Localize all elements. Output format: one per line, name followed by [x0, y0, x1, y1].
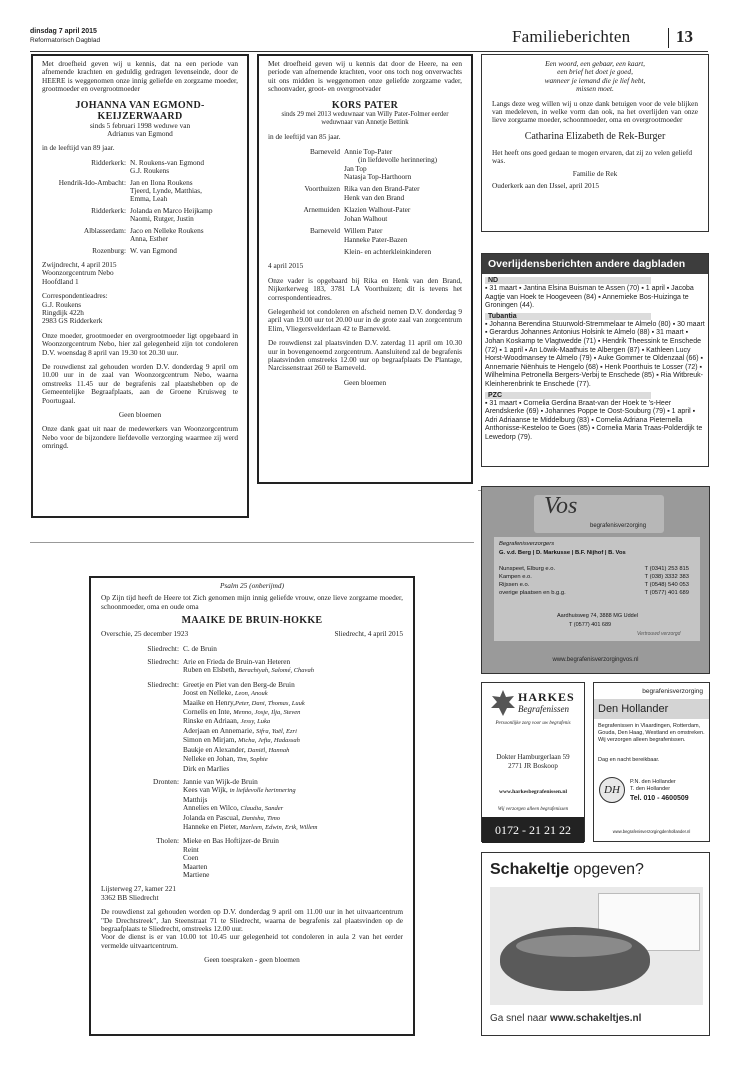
egmond-family-name: Emma, Leah [130, 194, 168, 204]
egmond-family-names [130, 159, 204, 176]
bruin-family-name-children: Danisha, Timo [241, 814, 281, 822]
hollander-availability: Dag en nacht bereikbaar. [598, 757, 660, 763]
schakeltje-title-rest: opgeven? [573, 861, 644, 878]
egmond-family-place: Ridderkerk: [91, 157, 126, 167]
vos-address: Aardhuisweg 74, 3888 MG Uddel [557, 613, 639, 619]
burger-poem-line: wanneer je iemand die je lief hebt, [544, 75, 646, 85]
hollander-name: Den Hollander [594, 699, 709, 719]
overl-source-nd: ND [485, 277, 651, 284]
vos-logo: Vos [544, 493, 578, 519]
pater-family-names [344, 206, 410, 223]
hollander-person1: P.N. den Hollander [630, 779, 676, 785]
egmond-family-place: Rozenburg: [92, 245, 126, 255]
pater-family-list [268, 148, 462, 244]
hollander-phone: Tel. 010 - 4600509 [630, 795, 689, 802]
bruin-family-name [183, 823, 317, 832]
schakeltje-footer-text: Ga snel naar [490, 1013, 551, 1024]
section-title: Familieberichten [512, 27, 631, 46]
burger-poem [492, 60, 698, 94]
pater-family-group [268, 148, 462, 182]
egmond-family-name: N. Roukens-van Egmond [130, 157, 204, 167]
bruin-family-name-main: Joost en Nelleke, [183, 688, 235, 698]
egmond-viewing: Onze moeder, grootmoeder en overgrootmoeder ligt opgebaard in Woonzorgcentrum Nebo, hier zal gelegenheid zijn tot condoleren D.V. woensdag 8 april van 19.30 tot 20.30 uur. [42, 330, 238, 357]
vos-location-name: Kampen e.o. [499, 574, 532, 580]
bruin-family-names [183, 658, 314, 676]
bruin-family-names [183, 645, 217, 653]
harkes-address-street: Dokter Hamburgerlaan 59 [496, 753, 570, 761]
egmond-addr-line: Woonzorgcentrum Nebo [42, 268, 114, 278]
page-number: 13 [676, 27, 693, 46]
bruin-family-names [183, 681, 305, 773]
harkes-advertisement [481, 682, 585, 842]
bruin-family-group [101, 681, 403, 773]
pater-family-place: Voorthuizen [304, 184, 340, 194]
overl-source-tubantia: Tubantia [485, 313, 651, 320]
bruin-family-name-main: Arie en Frieda de Bruin-van Heteren [183, 657, 291, 667]
egmond-widow-line2: Adrianus van Egmond [107, 129, 173, 139]
hollander-person2: T. den Hollander [630, 786, 671, 792]
section-divider [30, 542, 474, 543]
vos-location-row [499, 565, 689, 573]
egmond-corr-line: 2983 GS Ridderkerk [42, 316, 103, 326]
burger-thanks: Langs deze weg willen wij u onze dank betuigen voor de vele blijken van medeleven, in welke vorm dan ook, na het overlijden van onze lieve zorgzame moeder, schoonmoeder, oma en overgrootmoeder [492, 98, 698, 125]
pater-family-names [344, 185, 420, 202]
obituary-van-egmond [31, 54, 249, 518]
pater-family-name: (in liefdevolle herinnering) [358, 155, 438, 165]
egmond-name-line1: JOHANNA VAN EGMOND- [75, 99, 205, 111]
vos-location-name: Rijssen e.o. [499, 582, 530, 588]
header-separator [668, 28, 669, 48]
bruin-address-line: Lijsterweg 27, kamer 221 [101, 884, 176, 894]
bruin-family-name-main: Aderjaan en Annemarie, [183, 725, 256, 735]
burger-signature: Familie de Rek [572, 168, 618, 178]
bruin-no-speeches-flowers: Geen toespraken - geen bloemen [204, 955, 300, 965]
egmond-family-names [130, 179, 202, 204]
egmond-service: De rouwdienst zal gehouden worden D.V. donderdag 9 april om 10.00 uur in de zaal van Woonzorgcentrum Nebo, waarna omstreeks 11.45 uur de begrafenis zal plaatshebben op de Gemeentelijke Begraafplaats, aan de Groene Kruisweg te Poortugaal. [42, 361, 238, 405]
vos-location-row [499, 589, 689, 597]
hollander-text: Begrafenissen in Vlaardingen, Rotterdam, Gouda, Den Haag, Westland en omstreken. Wij verzorgen alleen begrafenissen. [598, 723, 705, 743]
bruin-family-name-main: Nelleke en Johan, [183, 754, 237, 764]
bruin-family-name-children: Marleen, Edwin, Erik, Willem [239, 823, 318, 831]
bruin-family-group [101, 645, 403, 653]
vos-locations [499, 565, 689, 597]
pater-family-name: Rika van den Brand-Pater [344, 184, 420, 194]
harkes-leaf-icon [490, 689, 516, 717]
header-paper-name: Reformatorisch Dagblad [30, 37, 101, 44]
egmond-family-name: Anna, Esther [130, 234, 169, 244]
bruin-family-name-children: Sifra, Yaël, Ezri [255, 727, 297, 735]
pater-family-place: Barneveld [310, 226, 340, 236]
bruin-family-name-children: Peter, Dani, Thomas, Luuk [235, 699, 305, 707]
bruin-family-name-children: Leon, Anouk [234, 690, 268, 698]
pater-family-name: Annie Top-Pater [344, 146, 393, 156]
bruin-family-name [183, 765, 305, 773]
bruin-family-name-main: Baukje en Alexander, [183, 744, 248, 754]
vos-location-phone: T (0577) 401 689 [644, 590, 689, 596]
bruin-intro: Op Zijn tijd heeft de Heere tot Zich genomen mijn innig geliefde vrouw, onze lieve zorgzame moeder, schoonmoeder, oma en oude oma [101, 593, 403, 611]
egmond-family-name: Tjeerd, Lynde, Matthias, [130, 186, 202, 196]
egmond-addr-line: Zwijndrecht, 4 april 2015 [42, 259, 117, 269]
bruin-family-name [183, 666, 314, 675]
hollander-url: www.begrafenisverzorgingdenhollander.nl [612, 829, 691, 834]
bruin-psalm: Psalm 25 (onberijmd) [219, 581, 285, 590]
egmond-family-list [42, 159, 238, 255]
bruin-family-name-main: Rinske en Adriaan, [183, 716, 241, 726]
pater-family-name: Klazien Walhout-Pater [344, 205, 411, 215]
harkes-note: Wij verzorgen alleen begrafenissen [497, 807, 569, 812]
egmond-widow-line1: sinds 5 februari 1998 weduwe van [89, 120, 191, 130]
pater-family-name: Willem Pater [344, 226, 383, 236]
bruin-service: De rouwdienst zal gehouden worden op D.V. donderdag 9 april om 11.00 uur in het uitvaartcentrum "De Drechtstreek", Jan Steenstraat 71 te Sliedrecht, waarna de begrafenis zal plaatsvinden op de begraafplaats te Sliedrecht, omstreeks 12.00 uur. [101, 907, 403, 933]
egmond-thanks: Onze dank gaat uit naar de medewerkers van Woonzorgcentrum Nebo voor de bijzondere liefdevolle verzorging waarmee zij werd omringd. [42, 424, 238, 451]
pater-family-name: Henk van den Brand [344, 192, 405, 202]
bruin-address-line: 3362 BB Sliedrecht [101, 892, 159, 902]
bruin-family-place: Dronten: [153, 776, 179, 786]
burger-text: Het heeft ons goed gedaan te mogen ervaren, dat zij zo velen geliefd was. [492, 147, 692, 166]
vos-location-row [499, 581, 689, 589]
harkes-subtitle: Begrafenissen [518, 704, 569, 714]
burger-name: Catharina Elizabeth de Rek-Burger [524, 130, 666, 142]
bruin-family-group [101, 778, 403, 832]
header-date: dinsdag 7 april 2015 [30, 28, 97, 35]
vos-tagline: begrafenisverzorging [590, 523, 647, 529]
pater-family-names [344, 148, 437, 182]
pater-family-name: Jan Top [344, 163, 367, 173]
pater-intro: Met droefheid geven wij u kennis dat door de Heere, na een periode van afnemende krachten, voor ons toch nog onverwachts uit ons midden is weggenomen onze geliefde zorgzame vader, schoonvader, groot- en overgrootvader [268, 59, 462, 94]
overl-body-nd: ▪ 31 maart ▪ Jantina Elsina Buisman te Assen (70) ▪ 1 april ▪ Jacoba Aagtje van Hoek te Hoogeveen (84) ▪ Annemieke Bos-Huizinga te Groningen (44). [485, 285, 694, 310]
bruin-condolences: Voor de dienst is er van 10.00 tot 10.45 uur gelegenheid tot condoleren in aula 2 van het eerder vermelde uitvaartcentrum. [101, 932, 403, 950]
pater-family-place: Barneveld [310, 146, 340, 156]
egmond-correspondence [42, 292, 238, 326]
egmond-family-names [130, 207, 212, 224]
bruin-family-names [183, 778, 317, 832]
other-newspapers-obituaries [481, 253, 709, 467]
burger-poem-line: Een woord, een gebaar, een kaart, [545, 59, 645, 68]
egmond-family-group [42, 247, 238, 255]
bruin-family-name-main: Annelies en Wilco, [183, 803, 241, 813]
burger-poem-line: missen moet. [576, 84, 614, 94]
egmond-family-group [42, 227, 238, 244]
egmond-family-group [42, 159, 238, 176]
bruin-family-name-main: Jannie van Wijk-de Bruin [183, 776, 258, 786]
overl-body-pzc: ▪ 31 maart ▪ Cornelia Gerdina Braat-van der Hoek te 's-Heer Arendskerke (69) ▪ Johannes Poppe te Oost-Souburg (79) ▪ 1 april ▪ Adri Adriaanse te Middelburg (83) ▪ Cornelia Adriana Pieternella Anthonisse-Kesteloo te Goes (85) ▪ Cornelia Maria Traas-Polderdijk te Lewedorp (79). [485, 399, 703, 441]
obituary-kors-pater [257, 54, 473, 484]
bruin-family-name-children: Jessy, Luka [240, 718, 271, 726]
schakeltje-url[interactable]: www.schakeltjes.nl [550, 1013, 642, 1024]
den-hollander-advertisement [593, 682, 710, 842]
bruin-family-name-main: C. de Bruin [183, 643, 217, 653]
burger-place: Ouderkerk aan den IJssel, april 2015 [492, 181, 599, 191]
bruin-family-name-main: Simon en Mirjam, [183, 735, 239, 745]
bruin-family-names [183, 837, 279, 879]
egmond-family-names [130, 227, 204, 244]
egmond-family-name: Jaco en Nelleke Roukens [130, 225, 204, 235]
pater-family-group [268, 185, 462, 202]
bruin-family-name-main: Martiene [183, 869, 210, 879]
bruin-family-list [101, 645, 403, 880]
egmond-family-name: Jolanda en Marco Heijkamp [130, 205, 213, 215]
egmond-corr-line: Correspondentieadres: [42, 291, 108, 301]
egmond-corr-line: G.J. Roukens [42, 299, 82, 309]
bruin-family-name [183, 645, 217, 653]
egmond-name-line2: KEIJZERWAARD [97, 110, 183, 122]
harkes-address-city: 2771 JR Boskoop [508, 762, 558, 770]
vos-phone: T (0577) 401 689 [569, 622, 612, 628]
bruin-family-name-main: Cornelis en Inte, [183, 707, 234, 717]
egmond-family-name: G.J. Roukens [130, 166, 170, 176]
bruin-family-place: Sliedrecht: [147, 679, 179, 689]
bruin-family-name-children: Claudia, Sander [240, 805, 284, 813]
vos-location-name: Nunspeet, Elburg e.o. [499, 566, 556, 572]
egmond-family-group [42, 207, 238, 224]
burger-poem-line: een brief het doet je goed, [557, 67, 633, 77]
pater-age: in de leeftijd van 85 jaar. [268, 132, 341, 142]
bruin-family-group [101, 658, 403, 676]
vos-location-phone: T (038) 3332 383 [644, 574, 689, 580]
vos-location-phone: T (0341) 253 815 [644, 566, 689, 572]
bruin-family-name-main: Kees van Wijk, [183, 785, 230, 795]
pater-name: KORS PATER [331, 99, 399, 111]
egmond-address [42, 261, 238, 286]
harkes-url: www.harkesbegrafenissen.nl [498, 789, 568, 795]
harkes-name: HARKES [518, 690, 575, 704]
bruin-family-name-children: Tim, Sophie [236, 756, 268, 764]
pater-family-name: Johan Walhout [344, 213, 388, 223]
vos-signature: Vertrouwd verzorgd [637, 631, 681, 637]
bruin-family-name-main: Dirk en Marlies [183, 763, 230, 773]
bruin-family-name-main: Matthijs [183, 794, 208, 804]
bruin-born: Overschie, 25 december 1923 [101, 629, 189, 639]
egmond-no-flowers: Geen bloemen [118, 410, 162, 419]
pater-family-names [344, 227, 407, 244]
pater-family-place: Arnemuiden [303, 205, 340, 215]
bruin-family-name-main: Reint [183, 844, 199, 854]
vos-staff-label: Begrafenisverzorgers [499, 541, 555, 547]
bruin-name: MAAIKE DE BRUIN-HOKKE [181, 615, 323, 627]
pater-widower: sinds 29 mei 2013 weduwnaar van Willy Pater-Folmer eerder weduwnaar van Annetje Bettink [281, 110, 449, 127]
pater-family-group [268, 206, 462, 223]
pater-date: 4 april 2015 [268, 261, 304, 271]
egmond-corr-line: Ringdijk 422h [42, 307, 84, 317]
bruin-family-name-children: Menno, Josje, Ilja, Steven [233, 709, 301, 717]
header-rule [30, 51, 708, 52]
egmond-family-group [42, 179, 238, 204]
harkes-phone: 0172 - 21 21 22 [482, 817, 584, 843]
overl-body-tubantia: ▪ Johanna Berendina Stuurwold-Stremmelaar te Almelo (80) ▪ 30 maart ▪ Gerardus Johannes Antonius Holsink te Almelo (88) ▪ 31 maart ▪ Johan Koskamp te Vlagtwedde (71) ▪ Hendrik Theessink te Enschede (72) ▪ 1 april ▪ An Löwik-Maathuis te Albergen (87) ▪ Kathleen Lucy Horst-Woodmansey te Almelo (79) ▪ Auke Gommer te Oldenzaal (66) ▪ Annemarie Niënhuis te Hengelo (68) ▪ Henk Poorthuis te Losser (72) ▪ Wilhelmina Petronella Bergers-Verbij te Enschede (85) ▪ Ria Witbreuk-Kleinherenbrink te Enschede (77). [485, 320, 705, 388]
egmond-family-place: Hendrik-Ido-Ambacht: [58, 177, 126, 187]
hollander-tagline: begrafenisverzorging [642, 688, 703, 695]
vos-url: www.begrafenisverzorgingvos.nl [552, 657, 639, 663]
pater-viewing: Onze vader is opgebaard bij Rika en Henk van den Brand, Nijkerkerweg 183, 3781 LA Voorthuizen; dit is tevens het correspondentieadres. [268, 275, 462, 302]
bruin-died: Sliedrecht, 4 april 2015 [334, 629, 403, 639]
bruin-family-name-main: Greetje en Piet van den Berg-de Bruin [183, 679, 295, 689]
bruin-family-group [101, 837, 403, 879]
thank-you-de-rek-burger [481, 54, 709, 232]
pater-service: De rouwdienst zal plaatsvinden D.V. zaterdag 11 april om 10.30 uur in bovengenoemd zorgcentrum. Aansluitend zal de begrafenis plaatsvinden omstreeks 12.00 uur op begraafplaats De Plantage, Narcissenstraat 260 te Barneveld. [268, 338, 462, 373]
bruin-family-name-main: Ruben en Elsbeth, [183, 665, 239, 675]
overl-title: Overlijdensberichten andere dagbladen [482, 254, 708, 274]
bruin-family-place: Sliedrecht: [147, 657, 179, 667]
bruin-family-place: Sliedrecht: [147, 643, 179, 653]
egmond-family-name: W. van Egmond [130, 245, 177, 255]
bruin-family-place: Tholen: [156, 836, 179, 846]
egmond-age: in de leeftijd van 89 jaar. [42, 143, 115, 153]
schakeltje-advertisement [481, 852, 710, 1036]
egmond-family-name: Naomi, Rutger, Justin [130, 214, 194, 224]
bruin-family-name-main: Jolanda en Pascual, [183, 812, 242, 822]
bruin-family-name-children: in liefdevolle herinnering [229, 787, 296, 795]
pater-family-name: Natasja Top-Harthoorn [344, 172, 412, 182]
bruin-family-name-main: Mieke en Bas Hoftijzer-de Bruin [183, 836, 279, 846]
vos-location-row [499, 573, 689, 581]
egmond-family-place: Alblasserdam: [83, 225, 126, 235]
schakeltje-image [490, 887, 703, 1005]
harkes-tagline: Persoonlijke zorg voor uw begrafenis [495, 721, 571, 726]
bruin-family-name-main: Maaike en Henry, [183, 697, 236, 707]
bruin-family-name-main: Maarten [183, 861, 208, 871]
egmond-family-names [130, 247, 177, 255]
pater-family-group [268, 227, 462, 244]
vos-location-name: overige plaatsen en b.g.g. [499, 590, 566, 596]
overl-source-pzc: PZC [485, 392, 651, 399]
bruin-family-name [183, 871, 279, 879]
bruin-family-name-children: Berachiyah, Salomé, Chavah [238, 667, 314, 675]
vos-advertisement [481, 486, 710, 674]
hollander-monogram-icon: DH [599, 777, 625, 803]
egmond-family-name: Jan en Ilona Roukens [130, 177, 193, 187]
mouse-highlight [516, 935, 632, 957]
bruin-family-name-main: Hanneke en Pieter, [183, 821, 240, 831]
vos-location-phone: T (0548) 540 053 [644, 582, 689, 588]
egmond-intro: Met droefheid geven wij u kennis, dat na een periode van afnemende krachten en geduldig gedragen levenseinde, door de HEERE is weggenomen onze innig geliefde en zorgzame moeder, grootmoeder en overgrootmoeder [42, 59, 238, 94]
pater-condolences: Gelegenheid tot condoleren en afscheid nemen D.V. donderdag 9 april van 19.00 uur tot 20.00 uur in de grote zaal van zorgcentrum Elim, Vliegersvelderlaan 42 te Barneveld. [268, 306, 462, 333]
vos-staff: G. v.d. Berg | D. Markusse | B.F. Nijhof | B. Vos [499, 550, 626, 556]
bruin-family-name-children: Daniël, Hannah [247, 746, 290, 754]
bruin-family-name-main: Coen [183, 853, 199, 863]
egmond-family-place: Ridderkerk: [91, 205, 126, 215]
obituary-de-bruin-hokke [89, 576, 415, 1036]
bruin-address [101, 885, 403, 902]
bruin-family-name-children: Micha, Jefta, Hadassah [238, 737, 300, 745]
pater-no-flowers: Geen bloemen [343, 377, 387, 387]
egmond-addr-line: Hoofdland 1 [42, 276, 79, 286]
pater-grandchildren: Klein- en achterkleinkinderen [344, 246, 432, 256]
schakeltje-title-bold: Schakeltje [490, 861, 574, 878]
pater-family-name: Hanneke Pater-Bazen [344, 234, 408, 244]
